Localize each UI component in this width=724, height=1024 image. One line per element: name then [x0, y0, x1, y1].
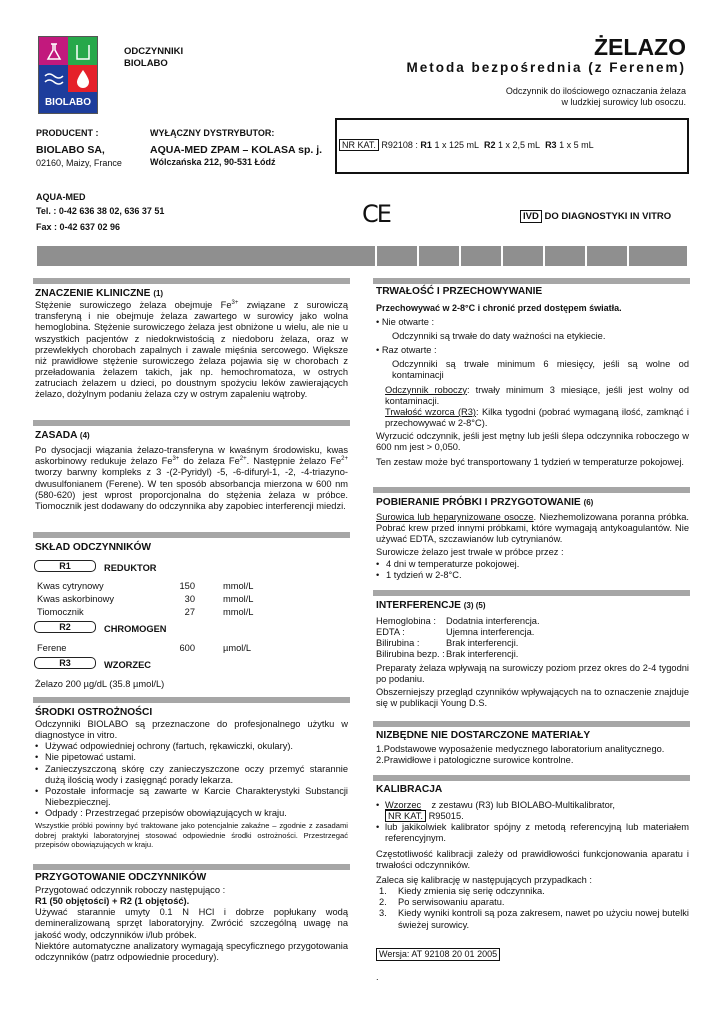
- distributor-label: WYŁĄCZNY DYSTRYBUTOR:: [150, 128, 275, 138]
- catalog-r2: R2: [483, 140, 496, 150]
- section-title-interferences: INTERFERENCJE (3) (5): [376, 600, 486, 611]
- section-bar: [33, 864, 350, 870]
- section-bar: [33, 278, 350, 284]
- biolabo-logo: [38, 36, 98, 114]
- list-item: 1.Podstawowe wyposażenie medycznego laboratorium analitycznego.: [376, 744, 665, 754]
- producer-address: 02160, Maizy, France: [36, 158, 122, 168]
- section-title-preparation: PRZYGOTOWANIE ODCZYNNIKÓW: [35, 872, 207, 883]
- producer-label: PRODUCENT :: [36, 128, 99, 138]
- grey-bar-row: [36, 245, 688, 267]
- page-subtitle: Metoda bezpośrednia (z Ferenem): [406, 60, 686, 75]
- r2-table: [35, 641, 253, 656]
- section-bar: [373, 487, 690, 493]
- r3-text: Żelazo 200 µg/dL (35.8 µmol/L): [35, 679, 165, 689]
- principle-text: Po dysocjacji wiązania żelazo-transferyna w kwaśnym środowisku, kwas askorbinowy redukuje żelazo $Fe^{3+}$ do żelaza $Fe^{2+}$. Następnie żelazo $Fe^{2+}$ tworzy barwny kompleks z 3 -(2-Pyridyl) -5, -6-difuryl-1, -2, -4-triazyno-dwusulfonianem (Ferene). W ten sposób absorbancja mierzona w 600 nm (580-620) jest wprost proporcjonalna do stężenia żelaza w próbce. Tiomocznik jest dodawany do odczynnika aby zapobiec interferencji miedzi.: [35, 445, 348, 511]
- grey-bar: [418, 245, 460, 267]
- materials-text: [376, 744, 689, 766]
- list-item: • 1 tydzień w 2-8°C.: [376, 570, 689, 581]
- logo-text: BIOLABO: [39, 92, 97, 113]
- grey-bar: [586, 245, 628, 267]
- r1-table: [35, 579, 255, 620]
- table-row: Bilirubina : Brak interferencji.: [376, 638, 519, 649]
- grey-bar: [628, 245, 688, 267]
- section-title-materials: NIZBĘDNE NIE DOSTARCZONE MATERIAŁY: [376, 730, 591, 741]
- table-row: EDTA : Ujemna interferencja.: [376, 627, 535, 638]
- producer-name: BIOLABO SA,: [36, 144, 105, 156]
- footer-dot: .: [376, 972, 379, 982]
- list-item: 2. Po serwisowaniu aparatu.: [379, 897, 505, 908]
- r1-name: REDUKTOR: [104, 563, 157, 573]
- table-row: Bilirubina bezp. :Brak interferencji.: [376, 649, 519, 660]
- ivd-box: IVD: [520, 210, 542, 223]
- precautions-text: Odczynniki BIOLABO są przeznaczone do profesjonalnego użytku w diagnostyce in vitro. • Używać odpowiedniej ochrony (fartuch, rękawiczki, okulary). • Nie pipetować ustami. • Zanieczyszczoną skórę czy zanieczyszczone oczy przemyć starannie dużą ilością wody i zasięgnąć porady lekarza. • Pozostałe informacje są zawarte w Karcie Charakterystyki Substancji Niebezpiecznej. • Odpady : Przestrzegać przepisów obowiązujących w kraju. Wszystkie próbki powinny być traktowane jako potencjalnie zakaźne – zgodnie z zasadami dobrej praktyki laboratoryjnej stosować odpowiednie środki ostrożności. Przestrzegać przepisów obowiązujących w kraju.: [35, 719, 348, 850]
- section-title-storage: TRWAŁOŚĆ I PRZECHOWYWANIE: [376, 286, 543, 297]
- list-item: • lub jakikolwiek kalibrator spójny z metodą referencyjną lub materiałem referencyjnym.: [376, 822, 689, 844]
- section-title-precautions: ŚRODKI OSTROŻNOŚCI: [35, 707, 153, 718]
- section-bar: [33, 420, 350, 426]
- catalog-r1: R1: [420, 140, 432, 150]
- section-bar: [373, 721, 690, 727]
- flask-icon: [45, 43, 63, 61]
- distributor-name: AQUA-MED ZPAM – KOLASA sp. j.: [150, 144, 323, 156]
- contact-fax: Fax : 0-42 637 02 96: [36, 222, 121, 232]
- drop-icon: [75, 69, 91, 89]
- description-2: w ludzkiej surowicy lub osoczu.: [561, 97, 686, 107]
- list-item: 2.Prawidłowe i patologiczne surowice kontrolne.: [376, 755, 574, 766]
- r2-name: CHROMOGEN: [104, 624, 167, 634]
- grey-bar: [502, 245, 544, 267]
- ce-mark: CE: [362, 200, 390, 228]
- table-row: Hemoglobina : Dodatnia interferencja.: [376, 616, 540, 626]
- list-item: • Pozostałe informacje są zawarte w Karcie Charakterystyki Substancji Niebezpiecznej.: [35, 786, 348, 808]
- list-item: 3. Kiedy wyniki kontroli są poza zakresem, nawet po użyciu nowej butelki świeżej surowicy.: [379, 908, 689, 930]
- contact-company: AQUA-MED: [36, 192, 86, 202]
- catalog-r2-value: 1 x 2,5 mL: [498, 140, 541, 150]
- section-title-clinical: ZNACZENIE KLINICZNE (1): [35, 288, 164, 299]
- grey-bar: [544, 245, 586, 267]
- section-title-principle: ZASADA (4): [35, 430, 90, 441]
- table-row: Ferene 600 µmol/L: [37, 643, 252, 653]
- grey-bar: [376, 245, 418, 267]
- catalog-r3: R3: [545, 140, 557, 150]
- section-title-sampling: POBIERANIE PRÓBKI I PRZYGOTOWANIE (6): [376, 497, 594, 508]
- section-title-composition: SKŁAD ODCZYNNIKÓW: [35, 542, 152, 553]
- catalog-box: [335, 118, 689, 174]
- list-item: • Wzorzec z zestawu (R3) lub BIOLABO-Multikalibrator, NR KAT. R95015.: [376, 800, 615, 822]
- list-item: 1. Kiedy zmienia się serię odczynnika.: [379, 886, 545, 897]
- section-bar: [373, 775, 690, 781]
- table-row: Kwas askorbinowy 30 mmol/L: [37, 594, 254, 604]
- calibration-text: • Wzorzec z zestawu (R3) lub BIOLABO-Multikalibrator, NR KAT. R95015. • lub jakikolwiek kalibrator spójny z metodą referencyjną lub materiałem referencyjnym. Częstotliwość kalibracji zależy od prawidłowości funkcjonowania aparatu i trwałości odczynników. Zaleca się kalibrację w następujących przypadkach : 1. Kiedy zmienia się serię odczynnika. 2. Po serwisowaniu aparatu. 3. Kiedy wyniki kontroli są poza zakresem, nawet po użyciu nowej butelki świeżej surowicy.: [376, 800, 689, 930]
- list-item: • Używać odpowiedniej ochrony (fartuch, rękawiczki, okulary).: [35, 741, 348, 752]
- beaker-icon: [74, 43, 92, 61]
- r2-pill: R2: [34, 621, 96, 633]
- catalog-r3-value: 1 x 5 mL: [559, 140, 594, 150]
- catalog-label: NR KAT.: [339, 139, 379, 151]
- section-bar: [33, 532, 350, 538]
- precautions-small: Wszystkie próbki powinny być traktowane jako potencjalnie zakaźne – zgodnie z zasadami dobrej praktyki laboratoryjnej stosować odpowiednie środki ostrożności. Przestrzegać przepisów obowiązujących w kraju.: [35, 821, 348, 850]
- table-row: Tiomocznik 27 mmol/L: [37, 607, 254, 617]
- list-item: • Zanieczyszczoną skórę czy zanieczyszczone oczy przemyć starannie dużą ilością wody i zasięgnąć porady lekarza.: [35, 764, 348, 786]
- interferences-text: Hemoglobina : Dodatnia interferencja. EDTA : Ujemna interferencja. Bilirubina : Brak interferencji. Bilirubina bezp. :Brak interferencji. Preparaty żelaza wpływają na surowiczy poziom przez okres do 2-4 tygodni po podaniu. Obszerniejszy przegląd czynników wpływających na to oznaczenie znajduje się w publikacji Young D.S.: [376, 616, 689, 709]
- list-item: • Odpady : Przestrzegać przepisów obowiązujących w kraju.: [35, 808, 348, 819]
- page-title: ŻELAZO: [594, 34, 686, 60]
- ivd-text: DO DIAGNOSTYKI IN VITRO: [544, 211, 672, 222]
- section-bar: [33, 697, 350, 703]
- header-left-title-1: ODCZYNNIKI: [124, 46, 184, 57]
- r3-pill: R3: [34, 657, 96, 669]
- version-label: Wersja: AT 92108 20 01 2005: [376, 948, 500, 961]
- catalog-r1-value: 1 x 125 mL: [434, 140, 479, 150]
- section-title-calibration: KALIBRACJA: [376, 784, 443, 795]
- sampling-text: Surowica lub heparynizowane osocze. Niezhemolizowana poranna próbka. Pobrać krew przed innymi próbkami, które wymagają antykoagulantów. Nie używać EDTA, szczawianów lub cytrynianów. Surowicze żelazo jest trwałe w próbce przez : • 4 dni w temperaturze pokojowej. • 1 tydzień w 2-8°C.: [376, 512, 689, 581]
- table-row: Kwas cytrynowy 150 mmol/L: [37, 581, 254, 591]
- r3-name: WZORZEC: [104, 660, 151, 670]
- description-1: Odczynnik do ilościowego oznaczania żelaza: [505, 86, 686, 96]
- ivd-label: [520, 211, 671, 222]
- catalog-code: R92108 :: [381, 140, 418, 150]
- catalog-line: [339, 140, 594, 151]
- section-bar: [373, 278, 690, 284]
- r1-pill: R1: [34, 560, 96, 572]
- wave-icon: [44, 72, 64, 86]
- grey-bar: [36, 245, 376, 267]
- contact-tel: Tel. : 0-42 636 38 02, 636 37 51: [36, 206, 165, 216]
- distributor-address: Wólczańska 212, 90-531 Łódź: [150, 157, 276, 167]
- grey-bar: [460, 245, 502, 267]
- preparation-text: Przygotować odczynnik roboczy następująco : R1 (50 objętości) + R2 (1 objętość). Używać starannie umyty 0.1 N HCl i dobrze popłukany wodą demineralizowaną sprzęt laboratoryjny. Zwrócić szczególną uwagę na jakość wody, odczynników i/lub próbek. Niektóre automatyczne analizatory wymagają specyficznego przygotowania odczynników (patrz odpowiednie procedury).: [35, 885, 348, 962]
- clinical-text: Stężenie surowiczego żelaza obejmuje $Fe^{3+}$ związane z surowiczą transferyną i nie obejmuje żelaza zawartego w surowicy jako wolna hemoglobina. Stężenie surowiczego żelaza jest obniżone u wielu, ale nie u wszystkich pacjentów z niedokrwistością z niedoboru żelaza, oraz w przewlekłych chorobach zapalnych i zawale mięśnia sercowego. Większe niż prawidłowe stężenie surowiczego żelaza pojawia się w chorobach z przeładowania żelazem takich, jak np. hemochromatoza, w ostrych zatruciach żelazem u dzieci, po doustnym spożyciu leków zawierających żelazo, dożylnym podaniu żelaza czy w ostrym zapaleniu wątroby.: [35, 300, 348, 400]
- section-bar: [373, 590, 690, 596]
- storage-text: Przechowywać w 2-8°C i chronić przed dostępem światła. • Nie otwarte : Odczynniki są trwałe do daty ważności na etykiecie. • Raz otwarte : Odczynniki są trwałe minimum 6 miesięcy, jeśli są wolne od kontaminacji Odczynnik roboczy: trwały minimum 3 miesiące, jeśli jest wolny od kontaminacji. Trwałość wzorca (R3): Kilka tygodni (pobrać wymaganą ilość, zamknąć i przechowywać w 2-8°C). Wyrzucić odczynnik, jeśli jest mętny lub jeśli ślepa odczynnika roboczego w 600 nm jest > 0,050. Ten zestaw może być transportowany 1 tydzień w temperaturze pokojowej.: [376, 303, 689, 467]
- header-left-title-2: BIOLABO: [124, 58, 168, 69]
- list-item: • Nie pipetować ustami.: [35, 752, 348, 763]
- list-item: • 4 dni w temperaturze pokojowej.: [376, 559, 689, 570]
